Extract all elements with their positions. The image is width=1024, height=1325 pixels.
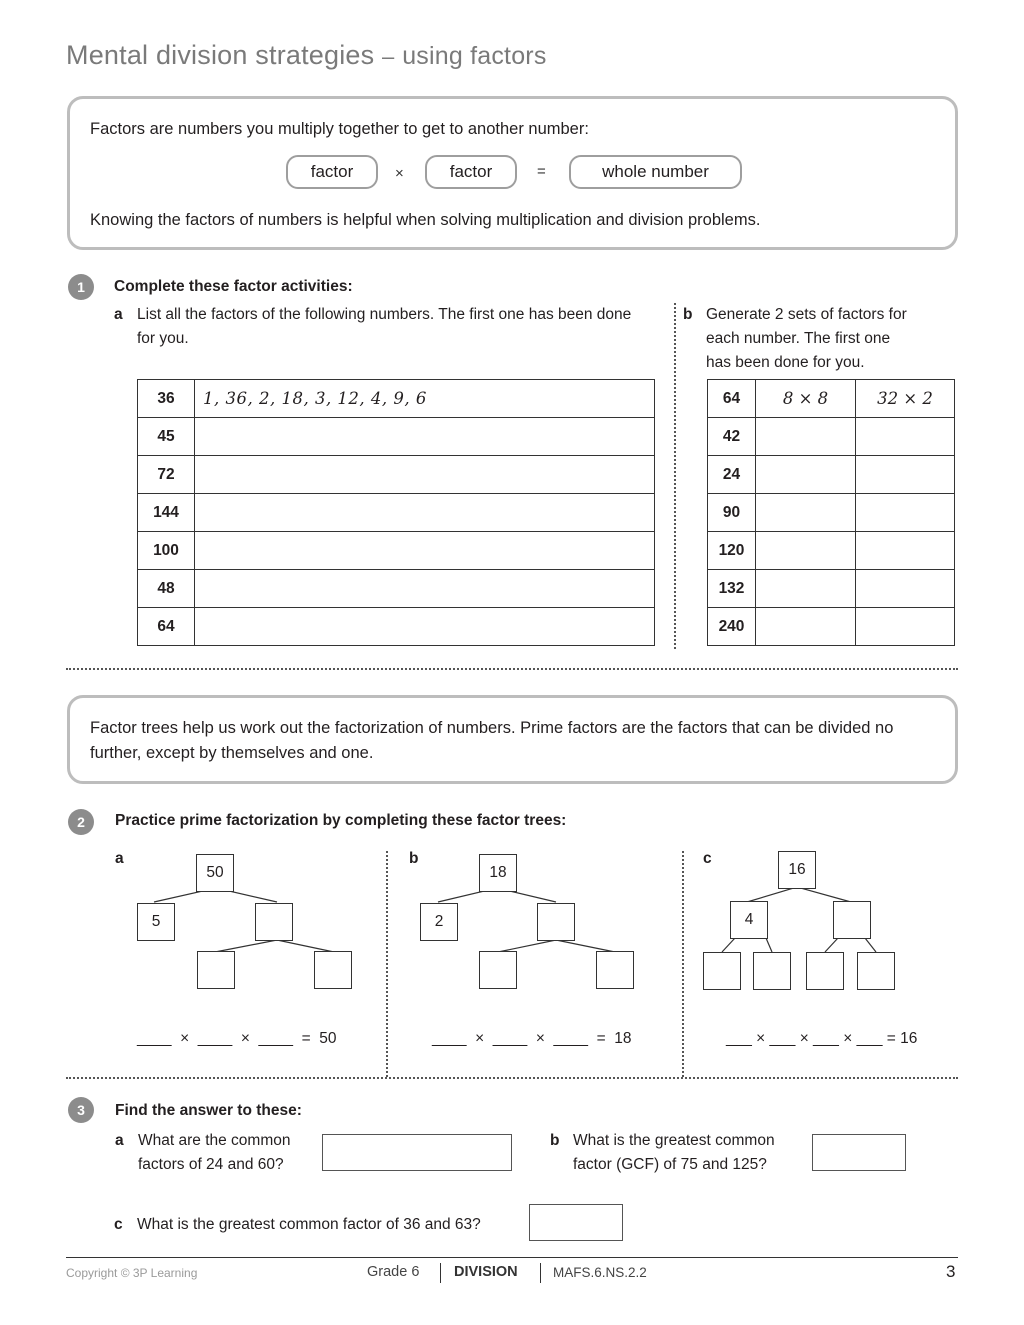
- tree-c-bottom-box-2[interactable]: [753, 952, 791, 990]
- footer-standard: MAFS.6.NS.2.2: [553, 1265, 647, 1280]
- title-main: Mental division strategies: [66, 40, 375, 70]
- factor-set-1-cell[interactable]: [756, 494, 856, 532]
- tree-divider-2: [682, 851, 684, 1077]
- page-number: 3: [946, 1262, 956, 1281]
- q1a-label: a: [114, 306, 123, 323]
- answer-cell[interactable]: [195, 418, 655, 456]
- tree-a-bottom-left-box[interactable]: [197, 951, 235, 989]
- factor-set-2-cell[interactable]: [856, 418, 955, 456]
- number-cell: 42: [708, 418, 756, 456]
- question-2-number: 2: [68, 809, 94, 835]
- footer-topic: DIVISION: [454, 1264, 518, 1280]
- number-cell: 100: [138, 532, 195, 570]
- factor-set-1-cell[interactable]: [756, 418, 856, 456]
- tree-c-label: c: [703, 850, 712, 867]
- table-row: [708, 532, 955, 570]
- tree-divider-1: [386, 851, 388, 1077]
- question-1-number: 1: [68, 274, 94, 300]
- factor-set-2-cell[interactable]: [856, 570, 955, 608]
- table-row: [708, 608, 955, 646]
- answer-cell[interactable]: [195, 570, 655, 608]
- q3b-answer-box[interactable]: [812, 1134, 906, 1171]
- q1a-factors-table: [137, 379, 655, 646]
- section-divider-1: [66, 668, 958, 670]
- number-cell: 90: [708, 494, 756, 532]
- question-2-title: Practice prime factorization by completing these factor trees:: [115, 812, 567, 829]
- q1b-instructions: Generate 2 sets of factors for each number. The first one has been done for you.: [706, 306, 907, 371]
- table-row: [138, 494, 655, 532]
- footer-separator-1: [440, 1263, 441, 1283]
- tree-a-right-box[interactable]: [255, 903, 293, 941]
- q1b-label: b: [683, 306, 693, 323]
- pill-factor-2: factor: [425, 155, 517, 189]
- tree-c-left-box: 4: [730, 901, 768, 939]
- table-row: [138, 608, 655, 646]
- tree-a-equation: ____ × ____ × ____ = 50: [137, 1030, 337, 1047]
- tree-a-top-box: 50: [196, 854, 234, 892]
- table-row: [138, 418, 655, 456]
- q3a-question: What are the common factors of 24 and 60?: [138, 1132, 291, 1173]
- table-row: [138, 456, 655, 494]
- table-row: [708, 494, 955, 532]
- info-factor-trees: Factor trees help us work out the factorization of numbers. Prime factors are the factors that can be divided no further, except by themselves and one.: [90, 719, 894, 762]
- q1-column-divider: [674, 303, 676, 649]
- number-cell: 36: [138, 380, 195, 418]
- number-cell: 24: [708, 456, 756, 494]
- tree-c-bottom-box-3[interactable]: [806, 952, 844, 990]
- q3a-label: a: [115, 1132, 124, 1149]
- tree-a-label: a: [115, 850, 124, 867]
- tree-c-right-box[interactable]: [833, 901, 871, 939]
- table-row: [708, 456, 955, 494]
- number-cell: 48: [138, 570, 195, 608]
- q1b-factor-sets-table: [707, 379, 955, 646]
- footer-grade: Grade 6: [367, 1264, 420, 1280]
- factor-trees-info-box: [67, 695, 958, 784]
- factor-set-1-cell[interactable]: 8 × 8: [756, 380, 856, 418]
- tree-b-left-box: 2: [420, 903, 458, 941]
- tree-b-bottom-right-box[interactable]: [596, 951, 634, 989]
- table-row: [138, 570, 655, 608]
- tree-b-equation: ____ × ____ × ____ = 18: [432, 1030, 632, 1047]
- tree-c-bottom-box-4[interactable]: [857, 952, 895, 990]
- factor-set-1-cell[interactable]: [756, 608, 856, 646]
- pill-whole-number: whole number: [569, 155, 742, 189]
- q1a-instructions: List all the factors of the following numbers. The first one has been done for you.: [137, 306, 632, 347]
- tree-b-bottom-left-box[interactable]: [479, 951, 517, 989]
- pill-factor-1: factor: [286, 155, 378, 189]
- number-cell: 64: [138, 608, 195, 646]
- info-factors-definition: Factors are numbers you multiply together to get to another number:: [90, 120, 589, 138]
- factors-info-box: [67, 96, 958, 250]
- title-dash: –: [382, 44, 395, 69]
- factor-set-1-cell[interactable]: [756, 456, 856, 494]
- factor-set-1-cell[interactable]: [756, 570, 856, 608]
- page-title: [66, 40, 547, 71]
- number-cell: 144: [138, 494, 195, 532]
- tree-c-top-box: 16: [778, 851, 816, 889]
- tree-c-equation: ___ × ___ × ___ × ___ = 16: [726, 1030, 918, 1047]
- table-row: [708, 418, 955, 456]
- number-cell: 45: [138, 418, 195, 456]
- footer-separator-2: [540, 1263, 541, 1283]
- tree-b-right-box[interactable]: [537, 903, 575, 941]
- factor-set-2-cell[interactable]: 32 × 2: [856, 380, 955, 418]
- table-row: [708, 380, 955, 418]
- question-3-title: Find the answer to these:: [115, 1102, 302, 1119]
- factor-set-1-cell[interactable]: [756, 532, 856, 570]
- q3a-answer-box[interactable]: [322, 1134, 512, 1171]
- answer-cell[interactable]: 1, 36, 2, 18, 3, 12, 4, 9, 6: [195, 380, 655, 418]
- question-3-number: 3: [68, 1097, 94, 1123]
- table-row: [138, 532, 655, 570]
- info-factors-helpful: Knowing the factors of numbers is helpful when solving multiplication and division problems.: [90, 211, 761, 229]
- tree-c-bottom-box-1[interactable]: [703, 952, 741, 990]
- factor-set-2-cell[interactable]: [856, 532, 955, 570]
- table-row: [708, 570, 955, 608]
- tree-b-top-box: 18: [479, 854, 517, 892]
- number-cell: 64: [708, 380, 756, 418]
- factor-set-2-cell[interactable]: [856, 456, 955, 494]
- section-divider-2: [66, 1077, 958, 1079]
- number-cell: 240: [708, 608, 756, 646]
- table-row: [138, 380, 655, 418]
- factor-set-2-cell[interactable]: [856, 608, 955, 646]
- equals-sign: =: [537, 163, 546, 180]
- q3c-question: What is the greatest common factor of 36 and 63?: [137, 1216, 481, 1233]
- times-sign: ×: [395, 165, 404, 182]
- copyright: Copyright © 3P Learning: [66, 1266, 198, 1280]
- q3b-label: b: [550, 1132, 560, 1149]
- number-cell: 132: [708, 570, 756, 608]
- tree-a-bottom-right-box[interactable]: [314, 951, 352, 989]
- footer-rule: [66, 1257, 958, 1258]
- answer-cell[interactable]: [195, 456, 655, 494]
- q3b-question: What is the greatest common factor (GCF) of 75 and 125?: [573, 1132, 775, 1173]
- number-cell: 120: [708, 532, 756, 570]
- title-sub: using factors: [402, 42, 547, 70]
- q3c-answer-box[interactable]: [529, 1204, 623, 1241]
- number-cell: 72: [138, 456, 195, 494]
- question-1-title: Complete these factor activities:: [114, 278, 353, 295]
- answer-cell[interactable]: [195, 494, 655, 532]
- q3c-label: c: [114, 1216, 123, 1233]
- factor-set-2-cell[interactable]: [856, 494, 955, 532]
- tree-b-label: b: [409, 850, 419, 867]
- answer-cell[interactable]: [195, 532, 655, 570]
- answer-cell[interactable]: [195, 608, 655, 646]
- tree-a-left-box: 5: [137, 903, 175, 941]
